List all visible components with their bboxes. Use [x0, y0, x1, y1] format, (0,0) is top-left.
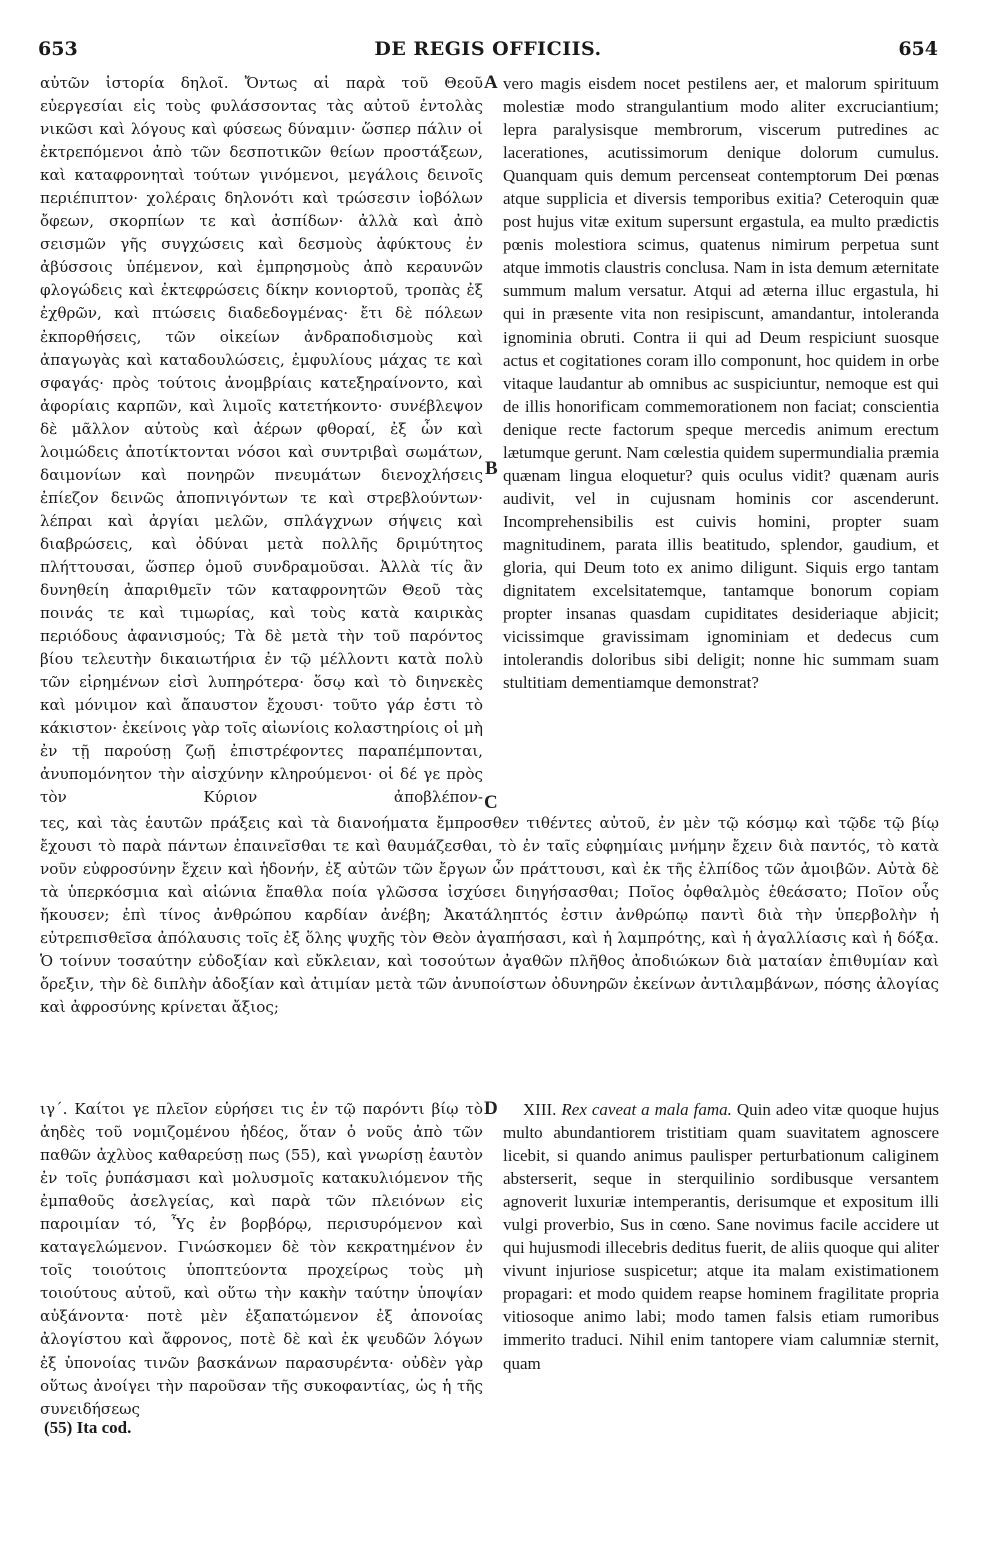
latin-column-top: vero magis eisdem nocet pestilens aer, et malorum spirituum molestiæ modo strangulantium modo aliter excruciantium; lepra paralysisque membrorum, viscerum putredines ac lacerationes, acutissimorum denique dolorum cumulus. Quanquam quis demum percenseat contemptorum Dei pœnas atque supplicia et diversis temporibus exitia? Ceteroquin quæ post hujus vitæ exitum supersunt ergastula, ea multo prædictis pœnis molestiora scimus, quatenus nimirum perpetua sunt atque immotis claustris conclusa. Nam in ista demum æternitate summum malum versatur. Atqui ad æterna illuc ergastula, hi qui in præsente vita non resipiscunt, amandantur, intoleranda ignominia obruti. Contra ii qui ad Deum respiciunt suosque actus et cogitationes coram illo componunt, hoc quidem in orbe vitaque laudantur ab omnibus ac suspiciuntur, nemoque est qui de illis honorificam commemorationem non faciat; conscientia denique recte factorum speque mercedis animum erectum lætumque gerunt. Nam cœlestia quidem supermundialia præmia quænam lingua eloquetur? quis oculus vidit? quænam auris audivit, vel in cujusnam hominis cor ascenderunt. Incomprehensibilis est cuivis homini, propter suam magnitudinem, parata illis beatitudo, splendor, gaudium, et gloria, qui Deum toto ex animo diligunt. Siquis ergo tantam dignitatem excelsitatemque, tantamque bonorum copiam propter insanas quasdam cupiditates desideriaque abjicit; vicissimque gravissimam ignominiam et dedecus cum intolerandis doloribus sibi deligit; nonne hic summam suam stultitiam dementiamque demonstrat?: [503, 74, 939, 693]
latin-column-bottom: [503, 1098, 939, 1390]
page-number-right: 654: [898, 38, 938, 60]
margin-marker-a: A: [484, 72, 498, 93]
page-number-left: 653: [38, 38, 78, 60]
running-title: DE REGIS OFFICIIS.: [374, 38, 602, 60]
page-header: [38, 38, 938, 68]
greek-full-width-paragraph: τες, καὶ τὰς ἑαυτῶν πράξεις καὶ τὰ διανοήματα ἔμπροσθεν τιθέντες αὐτοῦ, ἐν μὲν τῷ κόσμῳ καὶ τῷδε τῷ βίῳ ἔχουσι τὸ παρὰ πάντων ἐπαινεῖσθαι τε καὶ θαυμάζεσθαι, τὸ ἐν ταῖς εὐφημίαις μνήμην ἔχειν διὰ παντός, τὸ κατὰ νοῦν εὐφροσύνην ἔχειν καὶ ἡδονήν, ἐξ αὐτῶν τῶν ἔργων ὧν πράττουσι, καὶ ἐκ τῆς ἐλπίδος τῶν ἀμοιβῶν. Αὐτὰ δὲ τὰ ὑπερκόσμια καὶ αἰώνια ἔπαθλα ποία γλῶσσα ἰσχύσει διηγήσασθαι; Ποῖος ὀφθαλμὸς ἐθεάσατο; Ποῖον οὖς ἤκουσεν; ἐπὶ τίνος ἀνθρώπου καρδίαν ἀνέβη; Ἀκατάληπτός ἐστιν ἀνθρώπῳ παντὶ διὰ τὴν ὑπερβολὴν ἡ εὐτρεπισθεῖσα ἀπόλαυσις τοῖς ἐξ ὅλης ψυχῆς τὸν Θεὸν ἀγαπήσασι, καὶ ἡ λαμπρότης, καὶ ἡ ἀγαλλίασις καὶ ἡ δόξα. Ὁ τοίνυν τοσαύτην εὐδοξίαν καὶ εὔκλειαν, καὶ τοσούτων ἀγαθῶν πλῆθος ἀποδιώκων διὰ ματαίαν ἐπιθυμίαν καὶ ὄρεξιν, τὴν δὲ διπλὴν ἀδοξίαν καὶ ἀτιμίαν μετὰ τῶν ἀνυποίστων ὀδυνηρῶν ἐκείνων ἀντιλαμβάνων, πόσης ἀλογίας καὶ ἀφροσύνης κρίνεται ἄξιος;: [40, 814, 939, 1017]
greek-column-bottom: ιγ΄. Καίτοι γε πλεῖον εὑρήσει τις ἐν τῷ παρόντι βίῳ τὸ ἀηδὲς τοῦ νομιζομένου ἡδέος, ὅταν ὁ νοῦς ἀπὸ τῶν παθῶν ἀχλὺος καθαρεύσῃ πως (55), καὶ γνωρίσῃ ἑαυτὸν ἐν τοῖς ῥυπάσμασι καὶ μολυσμοῖς κατακυλιόμενον τῆς ἐμπαθοῦς ἀσελγείας, καὶ παρὰ τῶν πλειόνων εἰς παροιμίαν τό, Ὗς ἐν βορβόρῳ, περισυρόμενον καὶ καταγελώμενον. Γινώσκομεν δὲ τὸν κεκρατημένον ἐν τοῖς τοιούτοις ὑποπτεύοντα προχείρως τοὺς μὴ τοιούτους αὐτοῦ, καὶ οὕτω τὴν κακὴν ταύτην ὑποψίαν αὐξάνοντα· ποτὲ μὲν ἐξαπατώμενον ἐξ ἀπονοίας ἀλογίστου καὶ ἄφρονος, ποτὲ δὲ καὶ ἐκ ψευδῶν λόγων ἐξ ὑπονοίας τινῶν βασκάνων παρασυρέντα· οὐδὲν γὰρ οὕτως ἀνοίγει τὴν παροῦσαν τῆς συκοφαντίας, ὡς ἡ τῆς συνειδήσεως: [40, 1100, 483, 1418]
footnote: (55) Ita cod.: [44, 1418, 132, 1437]
margin-marker-b: B: [485, 458, 498, 479]
section-text: Quin adeo vitæ quoque hujus multo abundantiorem tristitiam quam suavitatem agnoscere licebit, si quando animus paulisper perturbationum caliginem absterserit, seque in sterquilinio sordibusque versantem agnoverit luxuriæ intemperantis, derisumque et expositum illi vulgi proverbio, Sus in cœno. Sane novimus facile accidere ut qui hujusmodi illecebris deditus fuerit, de aliis quoque qui aliter vivunt injuriose suspicetur; atque ita malam existimationem propagari: et modo quidem reapse hominem fragilitate propria vitiosoque animo labi; modo tamen falsis etiam rumoribus immerito traduci. Nihil enim tantopere viam calumniæ sternit, quam: [503, 1100, 940, 1373]
greek-column-top: αὐτῶν ἱστορία δηλοῖ. Ὄντως αἱ παρὰ τοῦ Θεοῦ εὐεργεσίαι εἰς τοὺς φυλάσσοντας τὰς αὐτοῦ ἐντολὰς νικῶσι καὶ λόγους καὶ φύσεως δύναμιν· ὥσπερ πάλιν οἱ ἐκτρεπόμενοι ἀπὸ τῶν δεσποτικῶν θείων προστάξεων, καὶ καταφρονηταὶ τούτων γινόμενοι, μεγάλοις δεινοῖς περιέπιπτον· χολέραις δηλονότι καὶ τρώσεσιν ἰοβόλων ὄφεων, σκορπίων τε καὶ ἀσπίδων· ἀλλὰ καὶ ἀπὸ σεισμῶν γῆς συγχώσεις καὶ δεσμοὺς ἀφύκτους ἐν ἀβύσσοις ὑπέμενον, καὶ ἐμπρησμοὺς ἀπὸ κεραυνῶν φλογώδεις καὶ ἐκτεφρώσεις δίκην κονιορτοῦ, τροπὰς ἐξ ἐχθρῶν, καὶ πτώσεις διαδεδογμένας· ἔτι δὲ πόλεων ἐκπορθήσεις, τῶν οἰκείων ἀνδραποδισμοὺς καὶ ἀπαγωγὰς καὶ καταδουλώσεις, ἐμφυλίους μάχας τε καὶ σφαγάς· πρὸς τούτοις ἀνομβρίαις κατεξηραίνοντο, καὶ ἀφορίαις καρπῶν, καὶ λιμοῖς κατετήκοντο· συνέβλεψον δὲ μᾶλλον αὐτοὺς καὶ ἀέρων φθοραί, ἐξ ὧν καὶ λοιμώδεις ἀποτίκτονται νόσοι καὶ συντριβαὶ σωμάτων, δαιμονίων καὶ πονηρῶν πνευμάτων διενοχλήσεις ἐπίεζον δεινῶς ἀποπνιγόντων τε καὶ στρεβλούντων· λέπραι καὶ ἀργίαι μελῶν, σπλάγχνων σήψεις καὶ διαβρώσεις, καὶ ὀδύναι μετὰ πολλῆς δριμύτητος πλήττουσαι, ὥσπερ ὁμοῦ συνδραμοῦσαι. Ἀλλὰ τίς ἂν δυνηθείη ἀπαριθμεῖν τῶν καταφρονητῶν Θεοῦ τὰς ποινάς τε καὶ τιμωρίας, καὶ τοὺς κατὰ καιρικὰς περιόδους ἀφανισμούς; Τὰ δὲ μετὰ τὴν τοῦ παρόντος βίου τελευτὴν δικαιωτήρια ἐν τῷ μέλλοντι κατὰ πολὺ τῶν εἰρημένων εἰσὶ λυπηρότερα· ὅσῳ καὶ τὸ διηνεκὲς καὶ μόνιμον καὶ ἄπαυστον ἔχουσι· τοῦτο γάρ ἐστι τὸ κάκιστον· ἐκείνοις γὰρ τοῖς αἰωνίοις κολαστηρίοις οἱ μὴ ἐν τῇ παρούσῃ ζωῇ ἐπιστρέφοντες παραπέμπονται, ἀνυπομόνητον τὴν αἰσχύνην κληρούμενοι· οἱ δέ γε πρὸς τὸν Κύριον ἀποβλέπον-: [40, 74, 483, 807]
margin-marker-d: D: [484, 1098, 498, 1119]
margin-marker-c: C: [484, 792, 498, 813]
section-number: XIII.: [522, 1100, 557, 1119]
section-heading: Rex caveat a mala fama.: [561, 1100, 732, 1119]
